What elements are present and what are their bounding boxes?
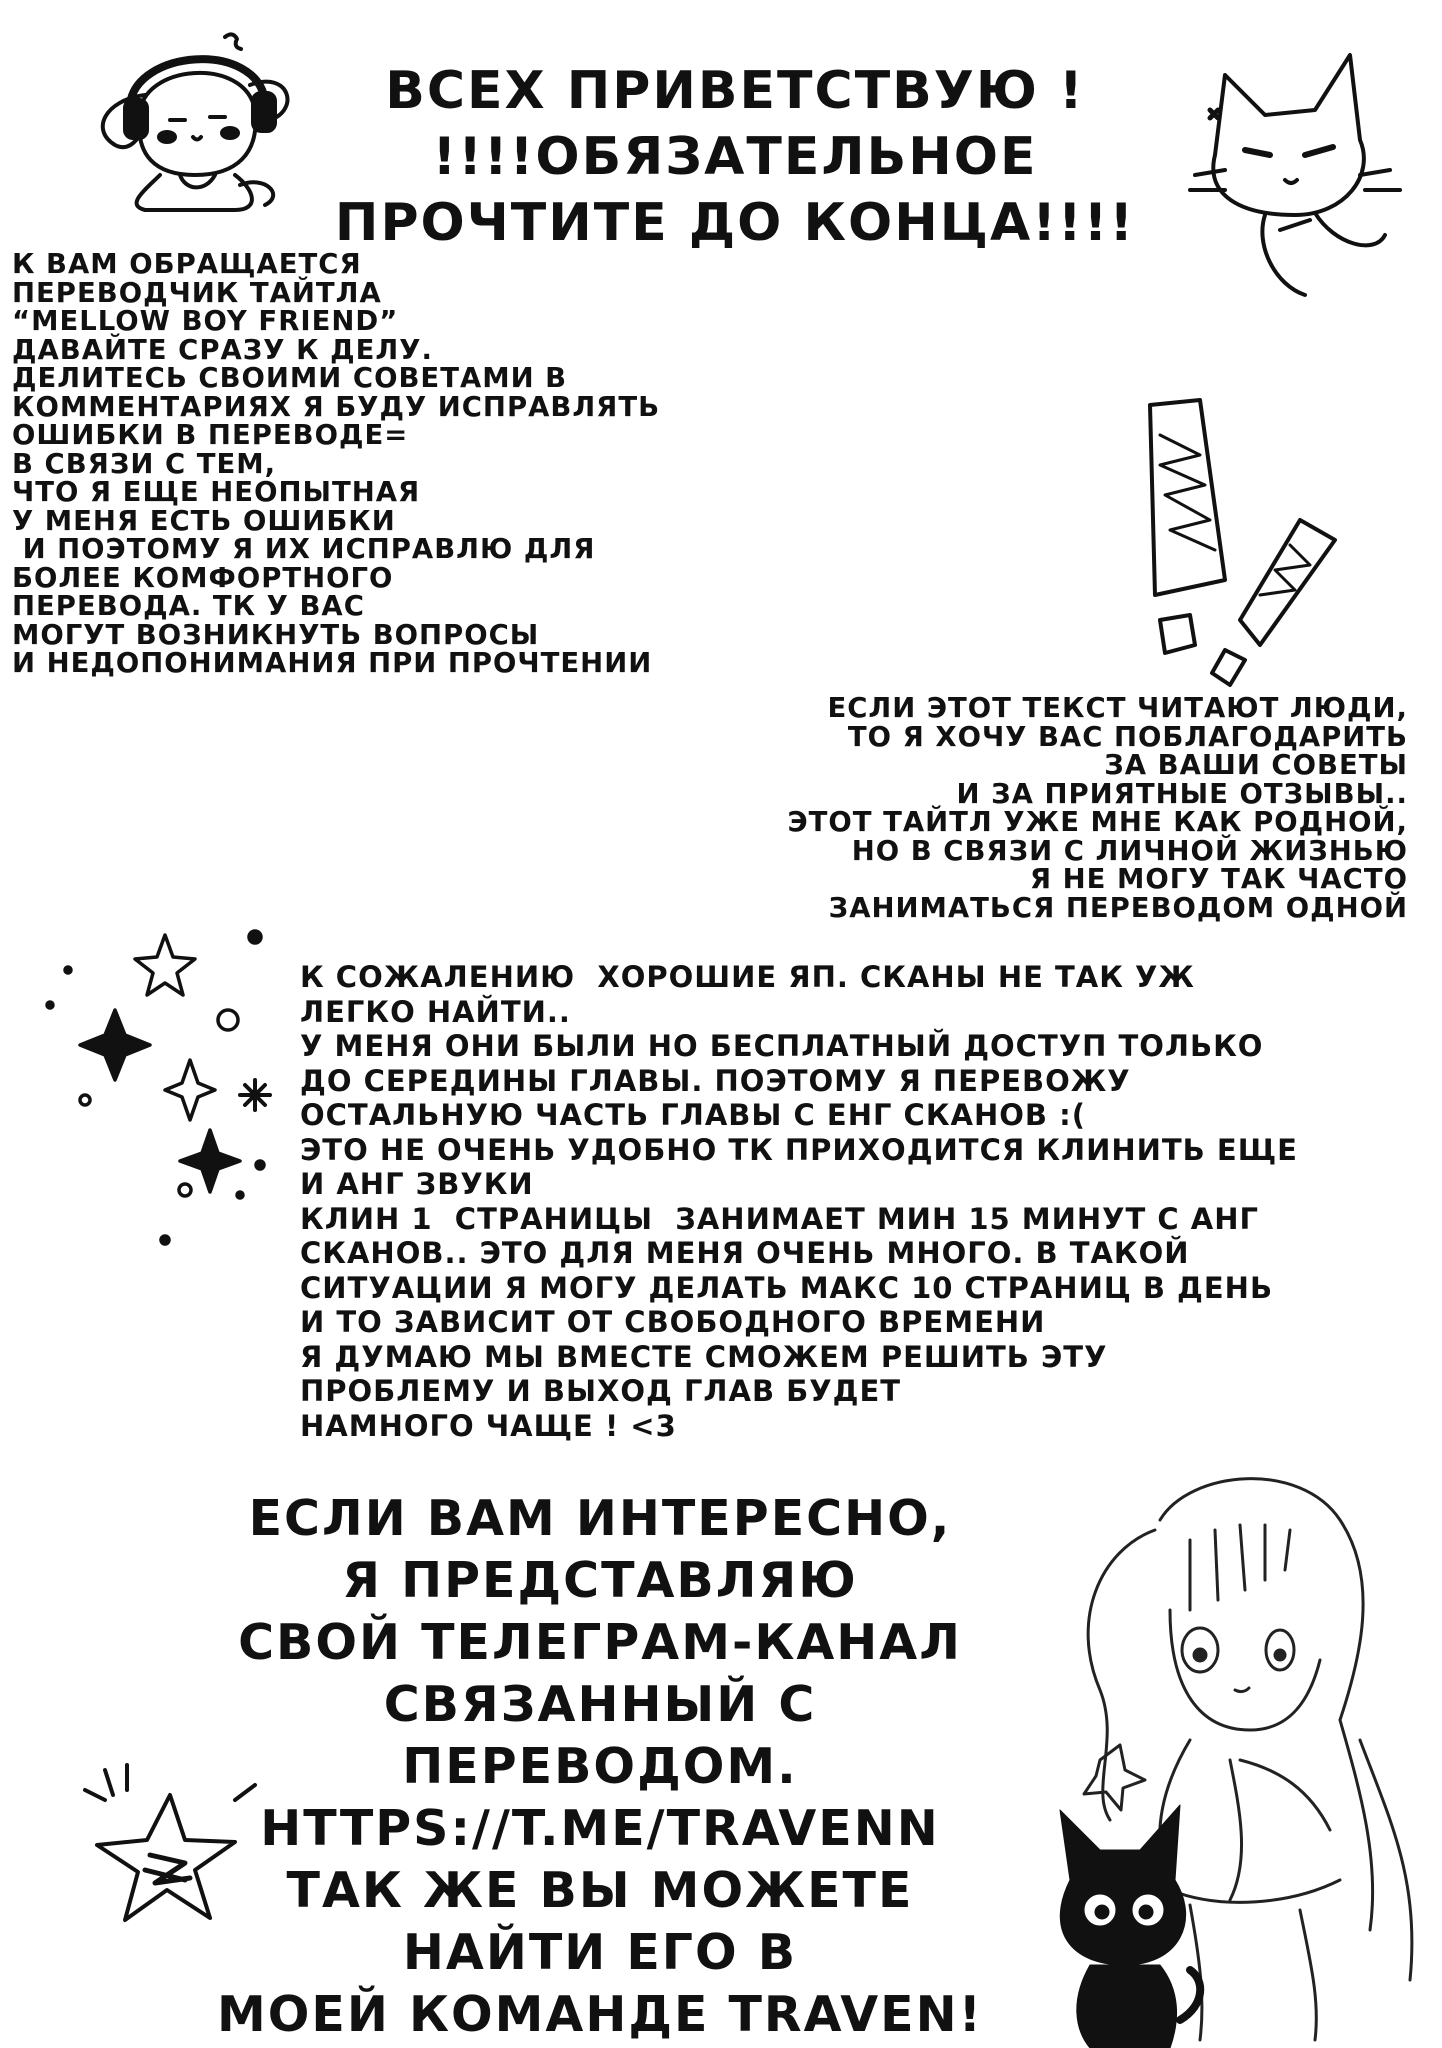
- text-line: У МЕНЯ ОНИ БЫЛИ НО БЕСПЛАТНЫЙ ДОСТУП ТОЛЬКО: [300, 1029, 1264, 1063]
- text-line: К СОЖАЛЕНИЮ ХОРОШИЕ ЯП. СКАНЫ НЕ ТАК УЖ: [300, 960, 1195, 994]
- text-line: ДЕЛИТЕСЬ СВОИМИ СОВЕТАМИ В: [12, 362, 568, 394]
- title-line: ПРОЧТИТЕ ДО КОНЦА!!!!: [334, 193, 1136, 253]
- text-line: ОСТАЛЬНУЮ ЧАСТЬ ГЛАВЫ С ЕНГ СКАНОВ :(: [300, 1098, 1086, 1132]
- text-line: И ТО ЗАВИСИТ ОТ СВОБОДНОГО ВРЕМЕНИ: [300, 1305, 1046, 1339]
- text-line: СВЯЗАННЫЙ С: [383, 1676, 817, 1733]
- text-line: МОЕЙ КОМАНДЕ TRAVEN!: [216, 1986, 984, 2043]
- exclamation-marks-doodle: [1130, 395, 1350, 695]
- text-line: ЭТО НЕ ОЧЕНЬ УДОБНО ТК ПРИХОДИТСЯ КЛИНИТЬ ЕЩЕ: [300, 1132, 1298, 1167]
- text-line: “MELLOW BOY FRIEND”: [12, 305, 399, 337]
- text-line: ПЕРЕВОДОМ.: [402, 1738, 798, 1795]
- text-line: И ЗА ПРИЯТНЫЕ ОТЗЫВЫ..: [956, 777, 1408, 810]
- text-line: И ПОЭТОМУ Я ИХ ИСПРАВЛЮ ДЛЯ: [12, 533, 596, 565]
- text-line: ДО СЕРЕДИНЫ ГЛАВЫ. ПОЭТОМУ Я ПЕРЕВОЖУ: [300, 1063, 1131, 1098]
- text-line: К ВАМ ОБРАЩАЕТСЯ: [12, 248, 362, 280]
- telegram-promo: [150, 1488, 1050, 2046]
- star-doodle: [75, 1760, 260, 1940]
- scans-text: [300, 960, 1298, 1443]
- cat-doodle: [1185, 45, 1405, 305]
- text-line: ЗА ВАШИ СОВЕТЫ: [1104, 749, 1408, 781]
- text-line: Я ПРЕДСТАВЛЯЮ: [342, 1552, 858, 1609]
- text-line: НО В СВЯЗИ С ЛИЧНОЙ ЖИЗНЬЮ: [851, 834, 1408, 867]
- text-line: БОЛЕЕ КОМФОРТНОГО: [12, 561, 394, 594]
- bunny-headphones-doodle: [85, 25, 305, 225]
- text-line: ПРОБЛЕМУ И ВЫХОД ГЛАВ БУДЕТ: [300, 1374, 902, 1408]
- text-line: СВОЙ ТЕЛЕГРАМ-КАНАЛ: [238, 1614, 962, 1671]
- text-line: В СВЯЗИ С ТЕМ,: [12, 447, 277, 480]
- text-line: И НЕДОПОНИМАНИЯ ПРИ ПРОЧТЕНИИ: [12, 647, 653, 679]
- sparkles-doodle: [40, 915, 290, 1255]
- text-line: ЛЕГКО НАЙТИ..: [300, 994, 571, 1029]
- text-line: У МЕНЯ ЕСТЬ ОШИБКИ: [12, 504, 396, 537]
- text-line: ЗАНИМАТЬСЯ ПЕРЕВОДОМ ОДНОЙ: [828, 891, 1408, 924]
- text-line: НАМНОГО ЧАЩЕ ! <3: [300, 1408, 677, 1443]
- text-line: ЕСЛИ ВАМ ИНТЕРЕСНО,: [248, 1490, 952, 1547]
- text-line: Я НЕ МОГУ ТАК ЧАСТО: [1029, 863, 1408, 895]
- text-line: ТАК ЖЕ ВЫ МОЖЕТЕ: [286, 1862, 914, 1919]
- intro-text: [12, 250, 660, 678]
- text-line: КОММЕНТАРИЯХ Я БУДУ ИСПРАВЛЯТЬ: [12, 390, 661, 423]
- text-line: КЛИН 1 СТРАНИЦЫ ЗАНИМАЕТ МИН 15 МИНУТ С АНГ: [300, 1201, 1259, 1236]
- text-line: СИТУАЦИИ Я МОГУ ДЕЛАТЬ МАКС 10 СТРАНИЦ В ДЕНЬ: [300, 1270, 1274, 1305]
- text-line: МОГУТ ВОЗНИКНУТЬ ВОПРОСЫ: [12, 618, 540, 651]
- title-line: ВСЕХ ПРИВЕТСТВУЮ !: [385, 61, 1085, 121]
- text-line: И АНГ ЗВУКИ: [300, 1167, 534, 1201]
- page-title: [270, 58, 1200, 256]
- text-line: ПЕРЕВОДЧИК ТАЙТЛА: [12, 276, 382, 309]
- telegram-link[interactable]: HTTPS://T.ME/TRAVENN: [260, 1800, 940, 1857]
- text-line: ТО Я ХОЧУ ВАС ПОБЛАГОДАРИТЬ: [847, 720, 1408, 753]
- title-line: !!!!ОБЯЗАТЕЛЬНОЕ: [432, 127, 1038, 187]
- text-line: ПЕРЕВОДА. ТК У ВАС: [12, 590, 365, 622]
- text-line: ЧТО Я ЕЩЕ НЕОПЫТНАЯ: [12, 476, 421, 508]
- text-line: СКАНОВ.. ЭТО ДЛЯ МЕНЯ ОЧЕНЬ МНОГО. В ТАКОЙ: [300, 1236, 1190, 1270]
- text-line: Я ДУМАЮ МЫ ВМЕСТЕ СМОЖЕМ РЕШИТЬ ЭТУ: [300, 1339, 1108, 1374]
- black-cat-doodle: [1030, 1790, 1210, 2048]
- text-line: НАЙТИ ЕГО В: [402, 1924, 798, 1981]
- text-line: ЭТОТ ТАЙТЛ УЖЕ МНЕ КАК РОДНОЙ,: [787, 806, 1408, 838]
- thanks-text: [700, 694, 1408, 922]
- text-line: ЕСЛИ ЭТОТ ТЕКСТ ЧИТАЮТ ЛЮДИ,: [827, 692, 1408, 724]
- text-line: ДАВАЙТЕ СРАЗУ К ДЕЛУ.: [12, 333, 433, 366]
- text-line: ОШИБКИ В ПЕРЕВОДЕ=: [12, 419, 409, 451]
